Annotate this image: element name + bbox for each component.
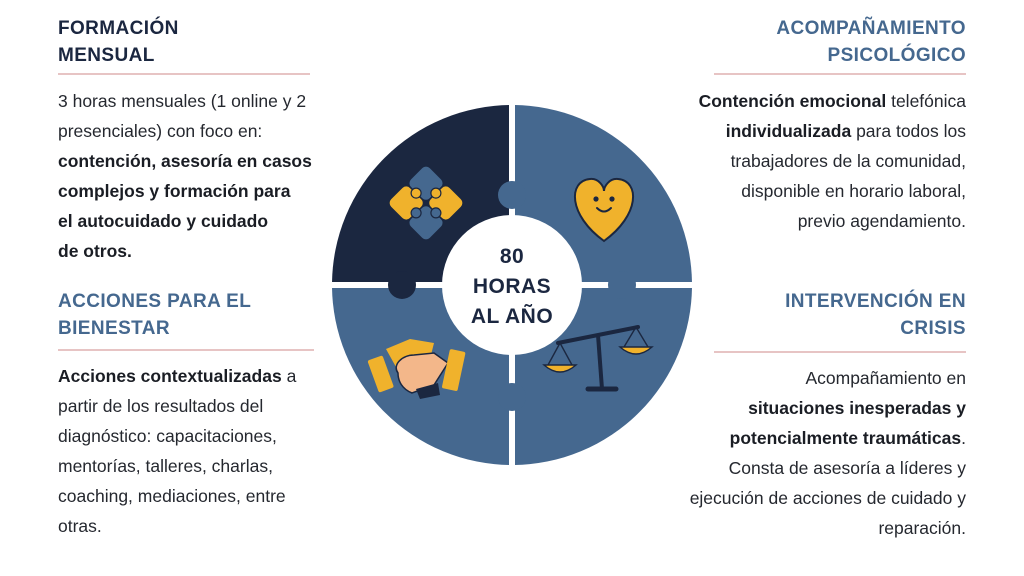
acompanamiento-line-3: trabajadores de la comunidad, <box>730 151 966 171</box>
center-text-line1: 80 <box>499 245 525 268</box>
acompanamiento-divider <box>714 73 966 75</box>
intervencion-body <box>690 363 966 543</box>
formacion-line-2: presenciales) con foco en: <box>58 121 263 141</box>
intervencion-title <box>785 288 966 342</box>
center-text-line3: AL AÑO <box>470 305 554 328</box>
intervencion-line-5: ejecución de acciones de cuidado y <box>689 488 966 508</box>
acompanamiento-title <box>776 15 966 69</box>
acompanamiento-title-line1: ACOMPAÑAMIENTO <box>776 18 966 39</box>
intervencion-bold-1: situaciones inesperadas y <box>748 398 966 418</box>
intervencion-bold-2-tail: . <box>961 428 966 448</box>
formacion-line-1: 3 horas mensuales (1 online y 2 <box>58 91 307 111</box>
puzzle-tab-left <box>388 271 416 299</box>
formacion-title-line2: MENSUAL <box>58 45 155 66</box>
acciones-line-4: mentorías, talleres, charlas, <box>58 456 273 476</box>
acompanamiento-title-line2: PSICOLÓGICO <box>827 45 966 66</box>
acompanamiento-line-1-rest: telefónica <box>886 91 966 111</box>
intervencion-line-1: Acompañamiento en <box>805 368 966 388</box>
puzzle-circle-diagram <box>330 103 694 467</box>
acciones-divider <box>58 349 314 351</box>
acciones-line-6: otras. <box>58 516 102 536</box>
intervencion-line-4: Consta de asesoría a líderes y <box>728 458 966 478</box>
intervencion-divider <box>714 351 966 353</box>
acciones-body <box>58 361 296 541</box>
formacion-bold-2: complejos y formación para <box>58 181 291 201</box>
puzzle-tab-right <box>608 271 636 299</box>
intervencion-bold-2: potencialmente traumáticas <box>729 428 962 448</box>
formacion-title-line1: FORMACIÓN <box>58 18 179 39</box>
intervencion-line-6: reparación. <box>878 518 966 538</box>
acciones-title <box>58 288 251 342</box>
acciones-bold-1: Acciones contextualizadas <box>58 366 282 386</box>
formacion-bold-4: de otros. <box>58 241 132 261</box>
acciones-line-2: partir de los resultados del <box>58 396 264 416</box>
intervencion-title-line2: CRISIS <box>900 318 966 339</box>
acompanamiento-line-4: disponible en horario laboral, <box>741 181 966 201</box>
acompanamiento-body <box>699 86 966 236</box>
acompanamiento-line-2-rest: para todos los <box>851 121 966 141</box>
puzzle-tab-bottom <box>498 383 526 411</box>
formacion-bold-3: el autocuidado y cuidado <box>58 211 269 231</box>
acompanamiento-bold-2: individualizada <box>725 121 852 141</box>
formacion-body <box>58 86 312 266</box>
acciones-line-3: diagnóstico: capacitaciones, <box>58 426 277 446</box>
formacion-title <box>58 15 179 69</box>
center-text-line2: HORAS <box>472 275 552 298</box>
acciones-title-line1: ACCIONES PARA EL <box>58 291 252 312</box>
formacion-bold-1: contención, asesoría en casos <box>58 151 312 171</box>
formacion-divider <box>58 73 310 75</box>
acciones-line-1-rest: a <box>281 366 297 386</box>
acompanamiento-bold-1: Contención emocional <box>698 91 887 111</box>
intervencion-title-line1: INTERVENCIÓN EN <box>785 291 966 312</box>
acompanamiento-line-5: previo agendamiento. <box>797 211 966 231</box>
acciones-title-line2: BIENESTAR <box>58 318 170 339</box>
acciones-line-5: coaching, mediaciones, entre <box>58 486 286 506</box>
